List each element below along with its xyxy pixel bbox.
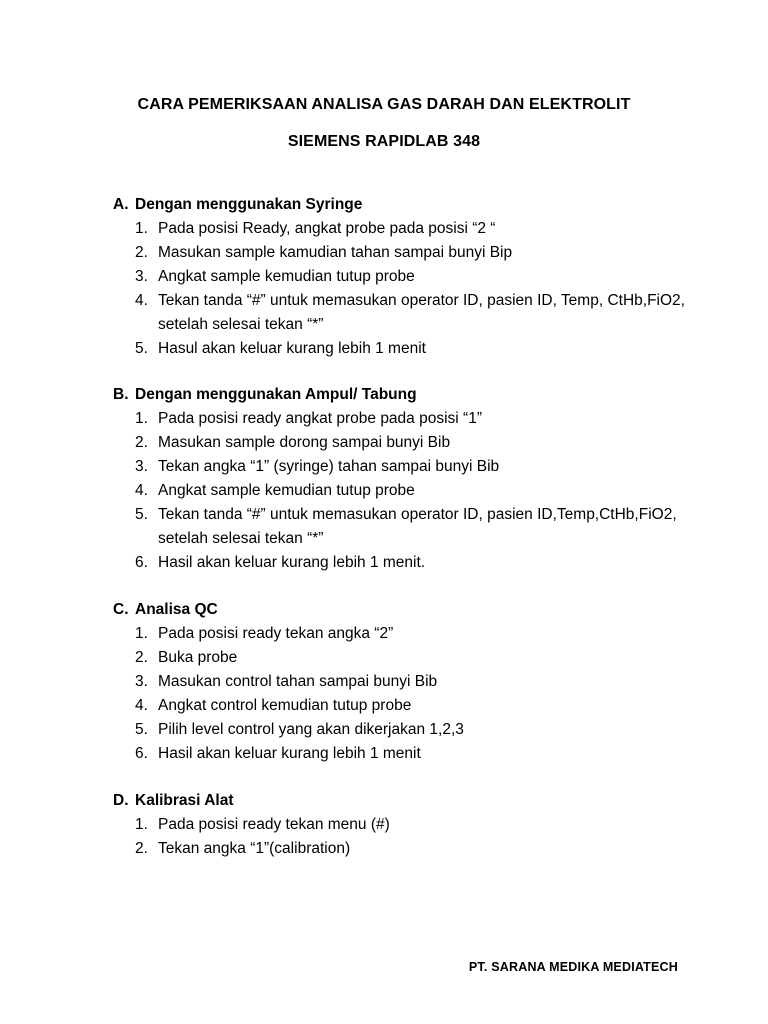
item-number: 4. xyxy=(135,697,148,714)
list-item xyxy=(113,289,693,337)
section-d xyxy=(113,789,693,861)
section-a xyxy=(113,193,693,361)
item-number: 2. xyxy=(135,840,148,857)
item-text: Tekan tanda “#” untuk memasukan operator ID, pasien ID,Temp,CtHb,FiO2, setelah selesai tekan “*” xyxy=(158,506,677,547)
item-number: 4. xyxy=(135,292,148,309)
section-letter: A. xyxy=(113,196,129,213)
item-text: Angkat sample kemudian tutup probe xyxy=(158,482,415,499)
section-letter: B. xyxy=(113,386,129,403)
section-title: Kalibrasi Alat xyxy=(135,792,234,809)
item-number: 6. xyxy=(135,745,148,762)
item-text: Hasil akan keluar kurang lebih 1 menit. xyxy=(158,554,426,571)
section-list xyxy=(113,407,693,575)
item-text: Buka probe xyxy=(158,649,238,666)
section-heading xyxy=(113,383,693,407)
item-text: Angkat control kemudian tutup probe xyxy=(158,697,412,714)
item-text: Tekan angka “1” (syringe) tahan sampai bunyi Bib xyxy=(158,458,500,475)
list-item xyxy=(113,837,693,861)
section-title: Dengan menggunakan Syringe xyxy=(135,196,363,213)
item-text: Masukan sample kamudian tahan sampai bunyi Bip xyxy=(158,244,513,261)
list-item xyxy=(113,431,693,455)
list-item xyxy=(113,241,693,265)
list-item xyxy=(113,551,693,575)
section-heading xyxy=(113,598,693,622)
item-text: Masukan sample dorong sampai bunyi Bib xyxy=(158,434,451,451)
item-number: 1. xyxy=(135,410,148,427)
item-text: Pada posisi ready tekan menu (#) xyxy=(158,816,390,833)
company-footer: PT. SARANA MEDIKA MEDIATECH xyxy=(468,960,678,974)
list-item xyxy=(113,503,693,551)
item-text: Pada posisi ready angkat probe pada posisi “1” xyxy=(158,410,482,427)
item-text: Hasil akan keluar kurang lebih 1 menit xyxy=(158,745,421,762)
list-item xyxy=(113,622,693,646)
item-number: 3. xyxy=(135,458,148,475)
item-number: 5. xyxy=(135,506,148,523)
section-title: Dengan menggunakan Ampul/ Tabung xyxy=(135,386,417,403)
item-text: Tekan angka “1”(calibration) xyxy=(158,840,351,857)
list-item xyxy=(113,337,693,361)
section-heading xyxy=(113,789,693,813)
list-item xyxy=(113,742,693,766)
section-list xyxy=(113,813,693,861)
item-number: 1. xyxy=(135,625,148,642)
item-number: 4. xyxy=(135,482,148,499)
item-number: 1. xyxy=(135,816,148,833)
item-text: Pilih level control yang akan dikerjakan 1,2,3 xyxy=(158,721,464,738)
item-text: Angkat sample kemudian tutup probe xyxy=(158,268,415,285)
list-item xyxy=(113,646,693,670)
item-number: 2. xyxy=(135,244,148,261)
section-list xyxy=(113,622,693,766)
item-text: Pada posisi Ready, angkat probe pada posisi “2 “ xyxy=(158,220,496,237)
document-title: CARA PEMERIKSAAN ANALISA GAS DARAH DAN ELEKTROLIT xyxy=(137,96,631,113)
list-item xyxy=(113,217,693,241)
list-item xyxy=(113,265,693,289)
section-list xyxy=(113,217,693,361)
list-item xyxy=(113,670,693,694)
list-item xyxy=(113,479,693,503)
item-number: 3. xyxy=(135,673,148,690)
document-subtitle: SIEMENS RAPIDLAB 348 xyxy=(287,133,481,150)
section-letter: C. xyxy=(113,601,129,618)
list-item xyxy=(113,407,693,431)
list-item xyxy=(113,718,693,742)
section-letter: D. xyxy=(113,792,129,809)
item-text: Hasul akan keluar kurang lebih 1 menit xyxy=(158,340,426,357)
item-number: 5. xyxy=(135,721,148,738)
item-text: Pada posisi ready tekan angka “2” xyxy=(158,625,394,642)
item-number: 2. xyxy=(135,649,148,666)
item-number: 5. xyxy=(135,340,148,357)
section-c xyxy=(113,598,693,766)
item-number: 6. xyxy=(135,554,148,571)
section-heading xyxy=(113,193,693,217)
item-number: 2. xyxy=(135,434,148,451)
section-b xyxy=(113,383,693,575)
item-text: Masukan control tahan sampai bunyi Bib xyxy=(158,673,438,690)
item-text: Tekan tanda “#” untuk memasukan operator ID, pasien ID, Temp, CtHb,FiO2, setelah selesai tekan “*” xyxy=(158,292,685,333)
list-item xyxy=(113,813,693,837)
item-number: 3. xyxy=(135,268,148,285)
item-number: 1. xyxy=(135,220,148,237)
list-item xyxy=(113,694,693,718)
section-title: Analisa QC xyxy=(135,601,218,618)
list-item xyxy=(113,455,693,479)
